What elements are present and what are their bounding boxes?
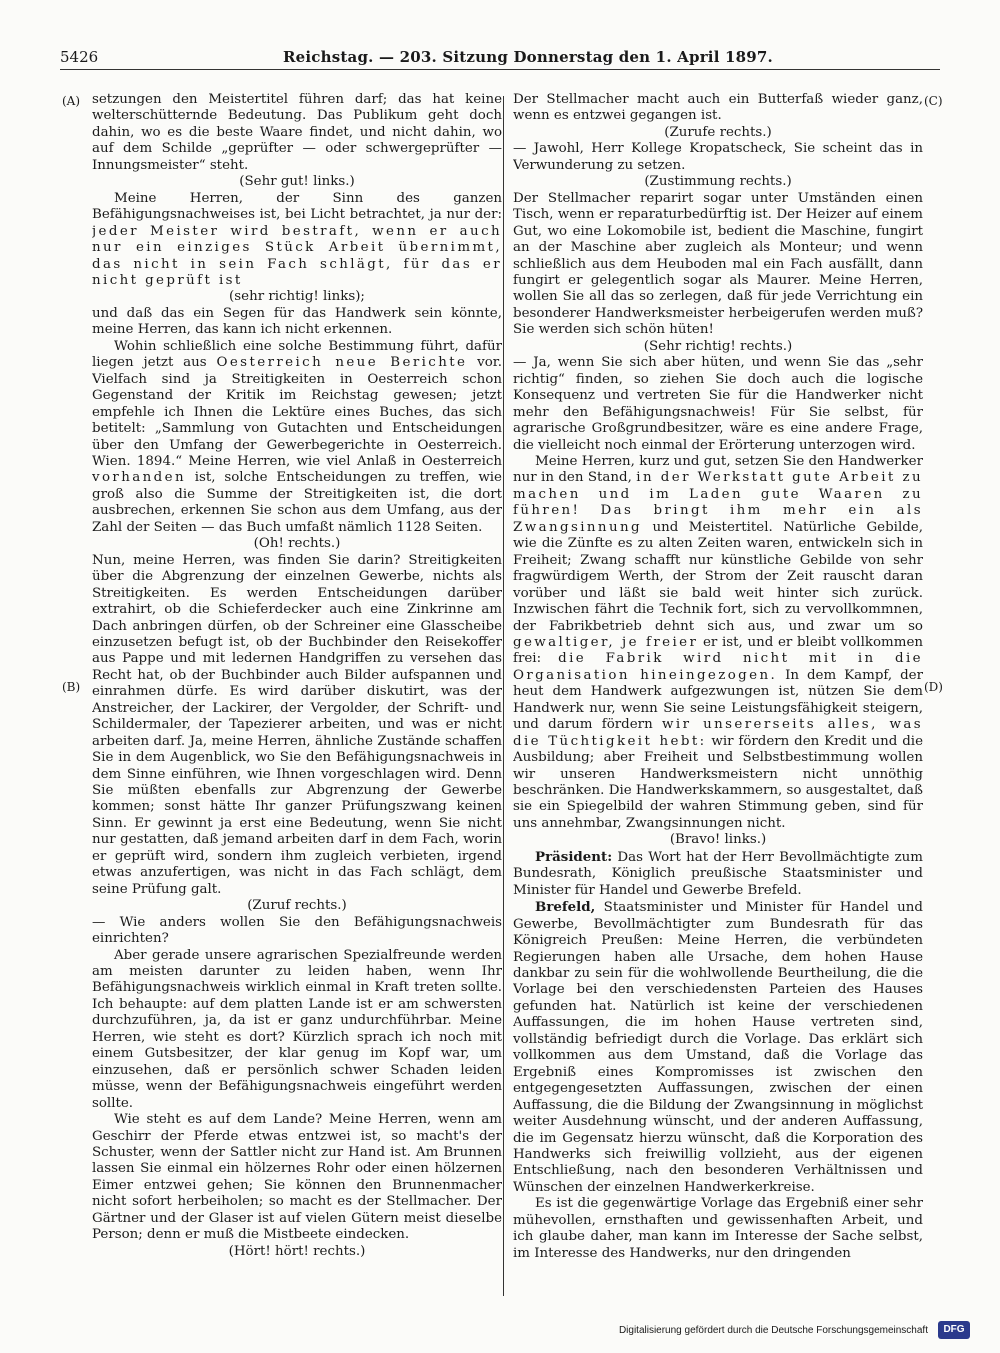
paragraph — [92, 191, 502, 290]
digitization-credit: Digitalisierung gefördert durch die Deutsche Forschungsgemeinschaft — [618, 1325, 928, 1336]
paragraph — [513, 849, 923, 899]
paragraph — [513, 454, 923, 832]
text-run: und Meistertitel. Natürliche Gebilde, wie die Zünfte es zu alten Zeiten waren, entwickeln sich in Freiheit; Zwang schafft nur künstliche Gebilde von sehr fragwürdigem Werth, der Strom der Zeit rauscht daran vorüber und läßt sie bald weit hinter sich zurück. Inzwischen fährt die Technik fort, sich zu vervollkommnen, der Fabrikbetrieb dehnt sich aus, und zwar um so — [513, 519, 923, 634]
paragraph: — Jawohl, Herr Kollege Kropatscheck, Sie scheint das in Verwunderung zu setzen. — [513, 141, 923, 173]
text-run: Meine Herren, der Sinn des ganzen Befähigungsnachweises ist, bei Licht betrachtet, ja nur der: — [92, 190, 502, 223]
speaker-name: Präsident: — [535, 848, 613, 865]
text-run: Meine Herren, kurz und gut, setzen Sie den Handwerker nur in den Stand, — [513, 453, 923, 486]
interjection: (Zuruf rechts.) — [247, 898, 347, 914]
text-run: Staatsminister und Minister für Handel und Gewerbe, Bevollmächtigter zum Bundesrath für das Königreich Preußen: Meine Herren, die verbündeten Regierungen haben alle Ursache, dem hohen Hause dankbar zu sein für die wohlwollende Beurtheilung, die die Vorlage bei den verschiedensten Parteien des Hauses gefunden hat. Natürlich ist keine der verschiedenen Auffassungen, die im hohen Hause vertreten sind, vollständig befriedigt durch die Vorlage. Das erklärt sich vollkommen aus dem Umstand, daß die Vorlage das Ergebniß eines Kompromisses ist zwischen den entgegengesetzten Auffassungen, zwischen der einen Auffassung, die die Bildung der Zwangsinnung in möglichst weiter Ausdehnung wünscht, und der anderen Auffassung, die im Gegensatz hierzu wünscht, daß die Korporation des Handwerks sich freiwillig vollzieht, aus der eigenen Entschließung, nach den besonderen Verhältnissen und Wünschen der einzelnen Handwerkerkreise. — [513, 900, 923, 1195]
paragraph: Aber gerade unsere agrarischen Spezialfreunde werden am meisten darunter zu leiden haben, wenn Ihr Befähigungsnachweis wirklich einmal in Kraft treten sollte. Ich behaupte: auf dem platten Lande ist er am schwersten durchzuführen, ja, da ist er ganz undurchführbar. Meine Herren, wie steht es dort? Kürzlich sprach ich noch mit einem Gutsbesitzer, der klar genug im Kopf war, um einzusehen, daß er persönlich schwer Schaden leiden müsse, wenn der Befähigungsnachweis eingeführt werden sollte. — [92, 947, 502, 1111]
paragraph: Der Stellmacher macht auch ein Butterfaß wieder ganz, wenn es entzwei gegangen ist. — [513, 92, 923, 124]
left-column — [92, 92, 502, 1304]
page-header — [60, 44, 940, 70]
emphasis-text: jeder Meister wird bestraft, wenn er auch nur ein einziges Stück Arbeit übernimmt, das nicht in sein Fach schlägt, für das er nicht geprüft ist — [92, 223, 502, 288]
paragraph: setzungen den Meistertitel führen darf; das hat keine welterschütternde Bedeutung. Das Publikum geht doch dahin, wo es die beste Waare findet, und nicht dahin, wo auf dem Schilde „geprüfter — oder schwergeprüfter — Innungsmeister“ steht. — [92, 92, 502, 173]
emphasis-text: wir unsererseits alles, was die Tüchtigkeit hebt: — [513, 717, 923, 749]
interjection: (sehr richtig! links); — [229, 289, 365, 305]
paragraph: und daß das ein Segen für das Handwerk sein könnte, meine Herren, das kann ich nicht erkennen. — [92, 305, 502, 338]
interjection: (Sehr gut! links.) — [239, 174, 355, 190]
paragraph: Der Stellmacher reparirt sogar unter Umständen einen Tisch, wenn er reparaturbedürftig ist. Der Heizer auf einem Gut, wo eine Lokomobile ist, bedient die Maschine, fungirt an der Maschine aber zugleich als Monteur; und wenn schließlich aus dem Heuboden mal ein Fach ausfällt, dann fungirt er gelegentlich sogar als Maurer. Meine Herren, wollen Sie all das so zerlegen, daß für jede Verrichtung ein besonderer Handwerksmeister herbeigerufen werden muß? Sie werden sich schön hüten! — [513, 190, 923, 338]
paragraph: — Wie anders wollen Sie den Befähigungsnachweis einrichten? — [92, 914, 502, 947]
page-number: 5426 — [60, 48, 99, 66]
text-run: vor. Vielfach sind ja Streitigkeiten in Oesterreich schon Gegenstand der Kritik im Reichstag gewesen; jetzt empfehle ich Ihnen die Lektüre eines Buches, das sich betitelt: „Sammlung von Gutachten und Entscheidungen über den Umfang der Gewerbegerichte in Oesterreich. Wien. 1894.“ Meine Herren, wie viel Anlaß in Oesterreich — [92, 355, 502, 469]
emphasis-text: gewaltiger, je freier — [513, 634, 699, 650]
paragraph — [92, 339, 502, 536]
paragraph: Wie steht es auf dem Lande? Meine Herren, wenn am Geschirr der Pferde etwas entzwei ist, so macht's der Schuster, wenn der Sattler nicht zur Hand ist. Am Brunnen lassen Sie einmal ein hölzernes Rohr oder einen hölzernen Eimer entzwei gehen; Sie können den Brunnenmacher nicht sofort herbeiholen; so macht es der Stellmacher. Der Gärtner und der Glaser ist auf vielen Gütern meist dieselbe Person; denn er muß die Mistbeete eindecken. — [92, 1112, 502, 1243]
emphasis-text: vorhanden — [92, 470, 186, 486]
text-run: Wohin schließlich eine solche Bestimmung führt, dafür liegen jetzt aus — [92, 338, 502, 371]
text-run: In dem Kampf, der heut dem Handwerk aufgezwungen ist, nützen Sie dem Handwerk nur, wenn Sie seine Leistungsfähigkeit steigern, und darum fördern — [513, 667, 923, 733]
emphasis-text: die Fabrik wird nicht mit in die Organisation hineingezogen. — [513, 651, 923, 683]
text-run: er ist, und er bleibt vollkommen frei: — [513, 634, 923, 667]
interjection: (Zurufe rechts.) — [664, 124, 772, 140]
paragraph: Es ist die gegenwärtige Vorlage das Ergebniß einer sehr mühevollen, ernsthaften und gewissenhaften Arbeit, und ich glaube daher, man kann im Interesse der Sache selbst, im Interesse des Handwerks, nur den dringenden — [513, 1196, 923, 1261]
margin-marker-d: (D) — [924, 680, 943, 694]
margin-marker-c: (C) — [924, 94, 943, 108]
emphasis-text: Oesterreich neue Berichte — [216, 355, 468, 371]
interjection: (Sehr richtig! rechts.) — [643, 338, 793, 354]
text-run: ist, solche Entscheidungen zu treffen, wie groß also die Summe der Streitigkeiten ist, die dort ausbrechen, erkennen Sie schon aus dem Umfang, aus der Zahl der Seiten — das Buch umfaßt nämlich 1128 Seiten. — [92, 470, 502, 535]
interjection: (Zustimmung rechts.) — [644, 174, 792, 190]
interjection: (Hört! hört! rechts.) — [228, 1243, 366, 1259]
paragraph: — Ja, wenn Sie sich aber hüten, und wenn Sie das „sehr richtig“ finden, so ziehen Sie doch auch die logische Konsequenz und vertreten Sie für die Handwerker nicht mehr den Befähigungsnachweis! Für Sie selbst, für agrarische Großgrundbesitzer, wäre es eine andere Frage, die vielleicht noch einmal der Erörterung unterzogen wird. — [513, 355, 923, 453]
interjection: (Bravo! links.) — [669, 832, 767, 848]
paragraph — [513, 899, 923, 1196]
text-run: Das Wort hat der Herr Bevollmächtigte zum Bundesrath, Königlich preußische Staatsminister und Minister für Handel und Gewerbe Brefeld. — [513, 849, 923, 898]
margin-marker-b: (B) — [62, 680, 81, 694]
header-rule — [60, 69, 940, 70]
dfg-logo: DFG — [938, 1321, 970, 1339]
speaker-name: Brefeld, — [535, 899, 596, 916]
margin-marker-a: (A) — [62, 94, 81, 108]
running-title: Reichstag. — 203. Sitzung Donnerstag den 1. April 1897. — [283, 48, 773, 66]
interjection: (Oh! rechts.) — [253, 536, 341, 552]
text-run: wir fördern den Kredit und die Ausbildung; aber Freiheit und Selbstbestimmung wollen wir unseren Handwerksmeistern nicht unnöthig beschränken. Die Handwerkskammern, so ausgestaltet, daß sie ein Spiegelbild der wahren Stimmung geben, sind für uns annehmbar, Zwangsinnungen nicht. — [513, 733, 923, 831]
paragraph: Nun, meine Herren, was finden Sie darin? Streitigkeiten über die Abgrenzung der einzelnen Gewerbe, nichts als Streitigkeiten. Es werden Entscheidungen darüber extrahirt, ob die Schieferdecker auch eine Zinkrinne am Dach anbringen dürfen, ob der Schreiner eine Glasscheibe einzusetzen befugt ist, ob der Buchbinder den Reisekoffer aus Pappe und mit ledernen Handgriffen zu versehen das Recht hat, ob der Buchbinder auch Bilder aufspannen und einrahmen dürfe. Es wird darüber diskutirt, was der Anstreicher, der Lackirer, der Vergolder, der Schrift- und Schildermaler, der Tapezierer arbeiten, und was er nicht arbeiten darf. Ja, meine Herren, ähnliche Zustände schaffen Sie in dem Augenblick, wo Sie den Befähigungsnachweis in dem Sinne einführen, wie Ihnen vorgeschlagen wird. Denn Sie müßten ebenfalls zur Abgrenzung der Gewerbe kommen; sonst hätte Ihr ganzer Prüfungszwang keinen Sinn. Er gewinnt ja erst eine Bedeutung, wenn Sie nicht nur gestatten, daß jemand arbeiten darf in dem Fach, worin er geprüft wird, sondern ihm zugleich verbieten, irgend etwas anzufertigen, was nicht in das Fach schlägt, dem seine Prüfung galt. — [92, 552, 502, 897]
right-column — [513, 92, 923, 1304]
column-divider — [503, 96, 504, 1296]
emphasis-text: in der Werkstatt gute Arbeit zu machen und im Laden gute Waaren zu führen! Das bringt ihm mehr ein als Zwangsinnung — [513, 470, 923, 535]
